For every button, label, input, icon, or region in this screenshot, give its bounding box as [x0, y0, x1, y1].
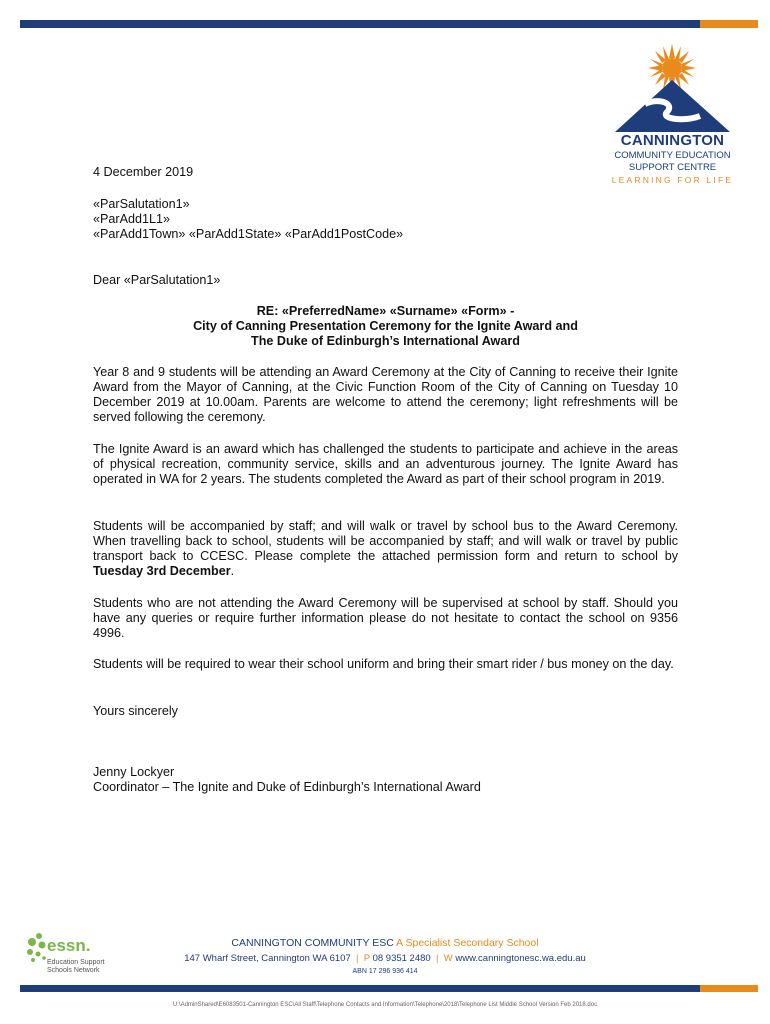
- footer-org-tagline: A Specialist Secondary School: [393, 937, 539, 949]
- body-paragraph-ceremony: Year 8 and 9 students will be attending an Award Ceremony at the City of Canning to receive their Ignite Award from the Mayor of Canning, at the Civic Function Room of the City of Canning on Tuesday 10 December 2019 at 10.00am. Parents are welcome to attend the ceremony; light refreshments will be served following the ceremony.: [93, 365, 678, 424]
- essn-name: essn.: [47, 936, 91, 955]
- document-file-path: U:\AdminShared\E6083501-Cannington ESC\All Staff\Telephone Contacts and Information\Telephone\2018\Telephone List Middle School Version Feb 2018.doc: [172, 1002, 598, 1008]
- bottom-bar-navy-segment: [20, 985, 700, 992]
- footer-website-link[interactable]: www.canningtonesc.wa.edu.au: [452, 953, 586, 964]
- subject-line: RE: «PreferredName» «Surname» «Form» -: [256, 304, 515, 318]
- essn-logo: [25, 930, 135, 980]
- body-paragraph-uniform: Students will be required to wear their school uniform and bring their smart rider / bus money on the day.: [93, 657, 674, 671]
- footer-org-name: CANNINGTON COMMUNITY ESC: [231, 937, 394, 949]
- footer-abn: ABN 17 296 936 414: [352, 968, 418, 975]
- signatory-role: Coordinator – The Ignite and Duke of Edinburgh’s International Award: [93, 780, 481, 794]
- letter-date: 4 December 2019: [93, 165, 194, 179]
- logo-name: CANNINGTON: [620, 132, 725, 149]
- logo-subtitle-line1: COMMUNITY EDUCATION: [614, 150, 731, 161]
- address-line: «ParAdd1L1»: [93, 212, 171, 226]
- body-paragraph-travel: [93, 519, 678, 579]
- top-bar-orange-segment: [700, 20, 758, 28]
- address-line: «ParSalutation1»: [93, 197, 190, 211]
- logo-subtitle-line2: SUPPORT CENTRE: [628, 162, 717, 173]
- address-line: «ParAdd1Town» «ParAdd1State» «ParAdd1PostCode»: [93, 227, 404, 241]
- salutation: Dear «ParSalutation1»: [93, 273, 221, 287]
- top-bar-navy-segment: [20, 20, 700, 28]
- footer-phone: 08 9351 2480: [369, 953, 431, 964]
- bottom-bar-orange-segment: [700, 985, 758, 992]
- closing: Yours sincerely: [93, 704, 178, 718]
- bottom-decorative-bar: [20, 985, 758, 992]
- essn-subtitle-line1: Education Support: [47, 959, 105, 966]
- recipient-address: [93, 197, 678, 242]
- signatory-name: Jenny Lockyer: [93, 765, 175, 779]
- essn-subtitle-line2: Schools Network: [47, 967, 100, 974]
- sun-over-river-icon: [605, 42, 740, 134]
- subject-line: City of Canning Presentation Ceremony for the Ignite Award and: [193, 319, 578, 333]
- footer-separator: |: [350, 953, 364, 964]
- return-deadline: Tuesday 3rd December: [93, 564, 231, 578]
- footer-phone-label: P: [363, 953, 370, 964]
- body-paragraph-supervision: Students who are not attending the Award Ceremony will be supervised at school by staff. Should you have any queries or require further information please do not hesitate to contact the school on 9356 4996.: [93, 596, 678, 640]
- footer-organisation: [140, 937, 630, 949]
- body-paragraph-ignite-award: The Ignite Award is an award which has challenged the students to participate and achieve in the areas of physical recreation, community service, skills and an adventurous journey. The Ignite Award has operated in WA for 2 years. The students completed the Award as part of their school program in 2019.: [93, 442, 678, 486]
- footer-web-label: W: [443, 953, 453, 964]
- top-decorative-bar: [20, 20, 758, 28]
- footer-separator: |: [430, 953, 444, 964]
- logo-tagline: LEARNING FOR LIFE: [611, 175, 734, 185]
- travel-text-end: .: [230, 564, 235, 578]
- dots-cluster-icon: [25, 932, 49, 966]
- footer-contact: [140, 953, 630, 964]
- subject-line: The Duke of Edinburgh’s International Award: [251, 334, 520, 348]
- footer-address: 147 Wharf Street, Cannington WA 6107: [184, 953, 351, 964]
- travel-text: Students will be accompanied by staff; and will walk or travel by school bus to the Award Ceremony. When travelling back to school, students will be accompanied by staff; and will walk or travel by public transport back to CCESC. Please complete the attached permission form and return to school by: [93, 519, 678, 563]
- subject-heading: [93, 304, 678, 349]
